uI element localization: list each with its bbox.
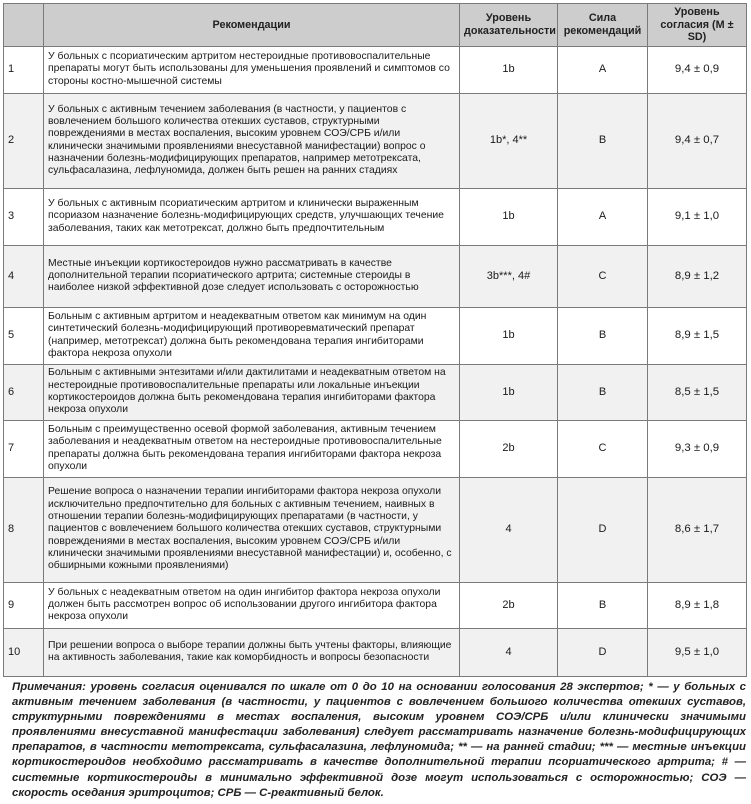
evidence-level: 3b***, 4# (460, 245, 558, 307)
agreement-level: 9,3 ± 0,9 (648, 420, 747, 477)
table-row (4, 46, 747, 93)
evidence-level: 2b (460, 420, 558, 477)
table-row (4, 477, 747, 582)
evidence-level: 1b (460, 307, 558, 364)
header-evidence: Уровень доказательности (460, 4, 558, 47)
agreement-level: 8,9 ± 1,2 (648, 245, 747, 307)
recommendation-strength: C (558, 245, 648, 307)
table-row (4, 628, 747, 676)
header-agreement: Уровень согласия (M ± SD) (648, 4, 747, 47)
table-header-row (4, 4, 747, 47)
recommendation-strength: D (558, 628, 648, 676)
evidence-level: 1b (460, 46, 558, 93)
recommendation-strength: B (558, 364, 648, 420)
row-number: 8 (4, 477, 44, 582)
table-row (4, 420, 747, 477)
recommendation-strength: A (558, 188, 648, 245)
recommendation-strength: B (558, 307, 648, 364)
recommendation-text: У больных с активным псориатическим артритом и клинически выраженным псориазом назначение болезнь-модифицирующих средств, улучшающих течение заболевания, таких как метотрексат, должно быть предпочтительным (44, 188, 460, 245)
evidence-level: 4 (460, 477, 558, 582)
agreement-level: 9,4 ± 0,9 (648, 46, 747, 93)
recommendation-text: Решение вопроса о назначении терапии ингибиторами фактора некроза опухоли исключительно предпочтительно для больных с активным течением, наивных в отношении терапии болезнь-модифицирующих препаратами (в частности, у пациентов с вовлечением большого количества отекших суставов, структурными повреждениями в местах воспаления, высоким уровнем СОЭ/СРБ и/или клинически значимыми проявлениями внесуставной манифестации) и, особенно, с обширными кожными проявлениями) (44, 477, 460, 582)
table-row (4, 188, 747, 245)
recommendation-strength: B (558, 93, 648, 188)
evidence-level: 1b (460, 364, 558, 420)
evidence-level: 4 (460, 628, 558, 676)
recommendation-text: У больных с активным течением заболевания (в частности, у пациентов с вовлечением большого количества отекших суставов, структурными повреждениями в местах воспаления, высоким уровнем СОЭ/СРБ и/или клинически значимыми проявлениями внесуставной манифестации) вопрос о назначении болезнь-модифицирующих препаратов, например метотрексата, сульфасалазина, лефлуномида, должен быть решен на ранних стадиях (44, 93, 460, 188)
table-row (4, 245, 747, 307)
recommendation-text: Больным с активным артритом и неадекватным ответом как минимум на один синтетический болезнь-модифицирующий противоревматический препарат (например, метотрексат) должна быть рекомендована терапия ингибиторами фактора некроза опухоли (44, 307, 460, 364)
row-number: 9 (4, 582, 44, 628)
recommendation-text: У больных с псориатическим артритом нестероидные противовоспалительные препараты могут быть использованы для уменьшения проявлений и симптомов со стороны костно-мышечной системы (44, 46, 460, 93)
agreement-level: 9,1 ± 1,0 (648, 188, 747, 245)
recommendations-table (3, 3, 747, 677)
header-num (4, 4, 44, 47)
recommendation-strength: C (558, 420, 648, 477)
evidence-level: 1b (460, 188, 558, 245)
recommendation-strength: D (558, 477, 648, 582)
row-number: 3 (4, 188, 44, 245)
table-row (4, 582, 747, 628)
recommendation-strength: A (558, 46, 648, 93)
table-row (4, 364, 747, 420)
header-strength: Сила рекомендаций (558, 4, 648, 47)
recommendation-strength: B (558, 582, 648, 628)
row-number: 4 (4, 245, 44, 307)
agreement-level: 8,9 ± 1,5 (648, 307, 747, 364)
recommendation-text: Больным с активными энтезитами и/или дактилитами и неадекватным ответом на нестероидные противовоспалительные препараты или локальные инъекции кортикостероидов должна быть рекомендована терапия ингибиторами фактора некроза опухоли (44, 364, 460, 420)
agreement-level: 9,4 ± 0,7 (648, 93, 747, 188)
recommendation-text: У больных с неадекватным ответом на один ингибитор фактора некроза опухоли должен быть рассмотрен вопрос об использовании другого ингибитора фактора некроза опухоли (44, 582, 460, 628)
agreement-level: 9,5 ± 1,0 (648, 628, 747, 676)
agreement-level: 8,6 ± 1,7 (648, 477, 747, 582)
row-number: 5 (4, 307, 44, 364)
table-row (4, 307, 747, 364)
recommendation-text: Больным с преимущественно осевой формой заболевания, активным течением заболевания и неадекватным ответом на нестероидные противовоспалительные препараты должна быть рекомендована терапия ингибиторами фактора некроза опухоли (44, 420, 460, 477)
evidence-level: 2b (460, 582, 558, 628)
header-recommendation: Рекомендации (44, 4, 460, 47)
table-notes: Примечания: уровень согласия оценивался по шкале от 0 до 10 на основании голосования 28 экспертов; * — у больных с активным течением заболевания (в частности, у пациентов с вовлечением большого количества отекших суставов, структурными повреждениями в местах воспаления, высоким уровнем СОЭ/СРБ и/или клинически значимыми проявлениями внесуставной манифестации заболевания) следует рассматривать назначение болезнь-модифицирующих препаратов, в частности метотрексата, сульфасалазина, лефлуномида; ** — на ранней стадии; *** — местные инъекции кортикостероидов необходимо рассматривать в качестве дополнительной терапии псориатического артрита; # — системные кортикостероиды в минимально эффективной дозе могут использоваться с осторожностью; СОЭ — скорость оседания эритроцитов; СРБ — С-реактивный белок. (12, 681, 746, 799)
recommendation-text: Местные инъекции кортикостероидов нужно рассматривать в качестве дополнительной терапии псориатического артрита; системные стероиды в наиболее низкой эффективной дозе следует использовать с осторожностью (44, 245, 460, 307)
recommendation-text: При решении вопроса о выборе терапии должны быть учтены факторы, влияющие на активность заболевания, такие как коморбидность и вопросы безопасности (44, 628, 460, 676)
row-number: 2 (4, 93, 44, 188)
agreement-level: 8,9 ± 1,8 (648, 582, 747, 628)
evidence-level: 1b*, 4** (460, 93, 558, 188)
row-number: 1 (4, 46, 44, 93)
table-row (4, 93, 747, 188)
row-number: 10 (4, 628, 44, 676)
row-number: 6 (4, 364, 44, 420)
row-number: 7 (4, 420, 44, 477)
agreement-level: 8,5 ± 1,5 (648, 364, 747, 420)
